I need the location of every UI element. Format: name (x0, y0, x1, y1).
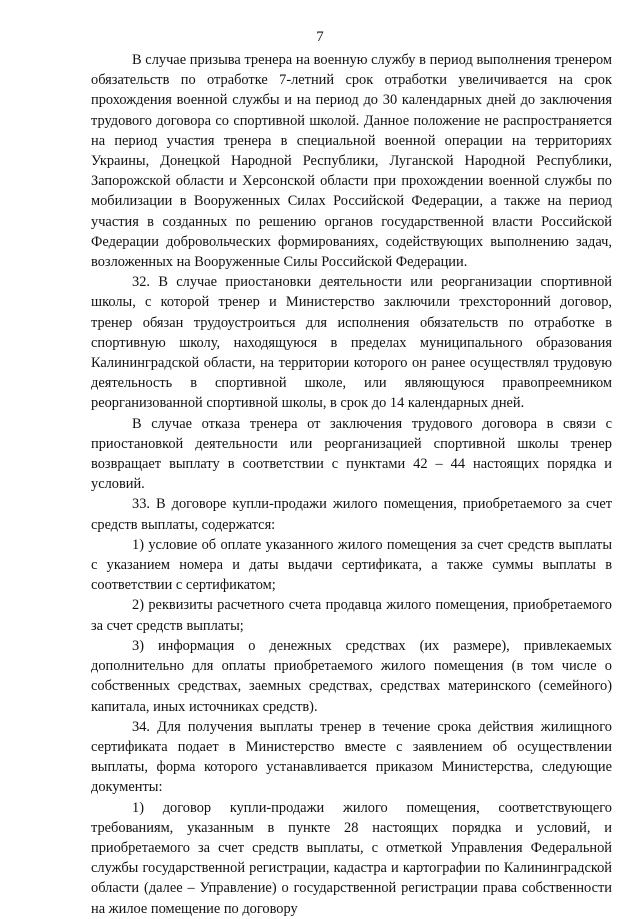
paragraph-refusal-refund: В случае отказа тренера от заключения трудового договора в связи с приостановкой деятельности или реорганизацией спортивной школы тренер возвращает выплату в соответствии с пунктами 42 – 44 настоящих порядка и условий. (91, 415, 612, 493)
paragraph-33-contract-contents: 33. В договоре купли-продажи жилого помещения, приобретаемого за счет средств выплаты, содержатся: (91, 496, 612, 533)
paragraph-34-documents: 34. Для получения выплаты тренер в течение срока действия жилищного сертификата подает в Министерство вместе с заявлением об осуществлении выплаты, форма которого устанавливается приказом Министерства, следующие документы: (91, 718, 612, 796)
paragraph-32-suspension: 32. В случае приостановки деятельности или реорганизации спортивной школы, с которой тренер и Министерство заключили трехсторонний договор, тренер обязан трудоустроиться для исполнения обязательств по отработке в спортивную школу, находящуюся в пределах муниципального образования Калининградской области, на территории которого он ранее осуществлял трудовую деятельность в спортивной школе, или являющуюся правопреемником реорганизованной спортивной школы, в срок до 14 календарных дней. (91, 274, 612, 412)
document-body (91, 50, 612, 919)
list-item-bank-details: 2) реквизиты расчетного счета продавца жилого помещения, приобретаемого за счет средств выплаты; (91, 597, 612, 634)
list-item-payment-condition: 1) условие об оплате указанного жилого помещения за счет средств выплаты с указанием номера и даты выдачи сертификата, а также суммы выплаты в соответствии с сертификатом; (91, 536, 612, 594)
list-item-purchase-contract: 1) договор купли-продажи жилого помещения, соответствующего требованиям, указанным в пункте 28 настоящих порядка и условий, и приобретаемого за счет средств выплаты, с отметкой Управления Федеральной службы государственной регистрации, кадастра и картографии по Калининградской области (далее – Управление) о государственной регистрации права собственности на жилое помещение по договору (91, 799, 612, 917)
page-number: 7 (316, 29, 324, 45)
paragraph-military-service: В случае призыва тренера на военную службу в период выполнения тренером обязательств по отработке 7-летний срок отработки увеличивается на срок прохождения военной службы и на период до 30 календарных дней до заключения трудового договора со спортивной школой. Данное положение не распространяется на период участия тренера в специальной военной операции на территориях Украины, Донецкой Народной Республики, Луганской Народной Республики, Запорожской области и Херсонской области при прохождении военной службы по мобилизации в Вооруженных Силах Российской Федерации, а также на период участия в созданных по решению органов государственной власти Российской Федерации добровольческих формированиях, содействующих выполнению задач, возложенных на Вооруженные Силы Российской Федерации. (91, 52, 612, 271)
list-item-additional-funds: 3) информация о денежных средствах (их размере), привлекаемых дополнительно для оплаты приобретаемого жилого помещения (в том числе о собственных средствах, заемных средствах, средствах материнского (семейного) капитала, иных источниках средств). (91, 637, 612, 715)
